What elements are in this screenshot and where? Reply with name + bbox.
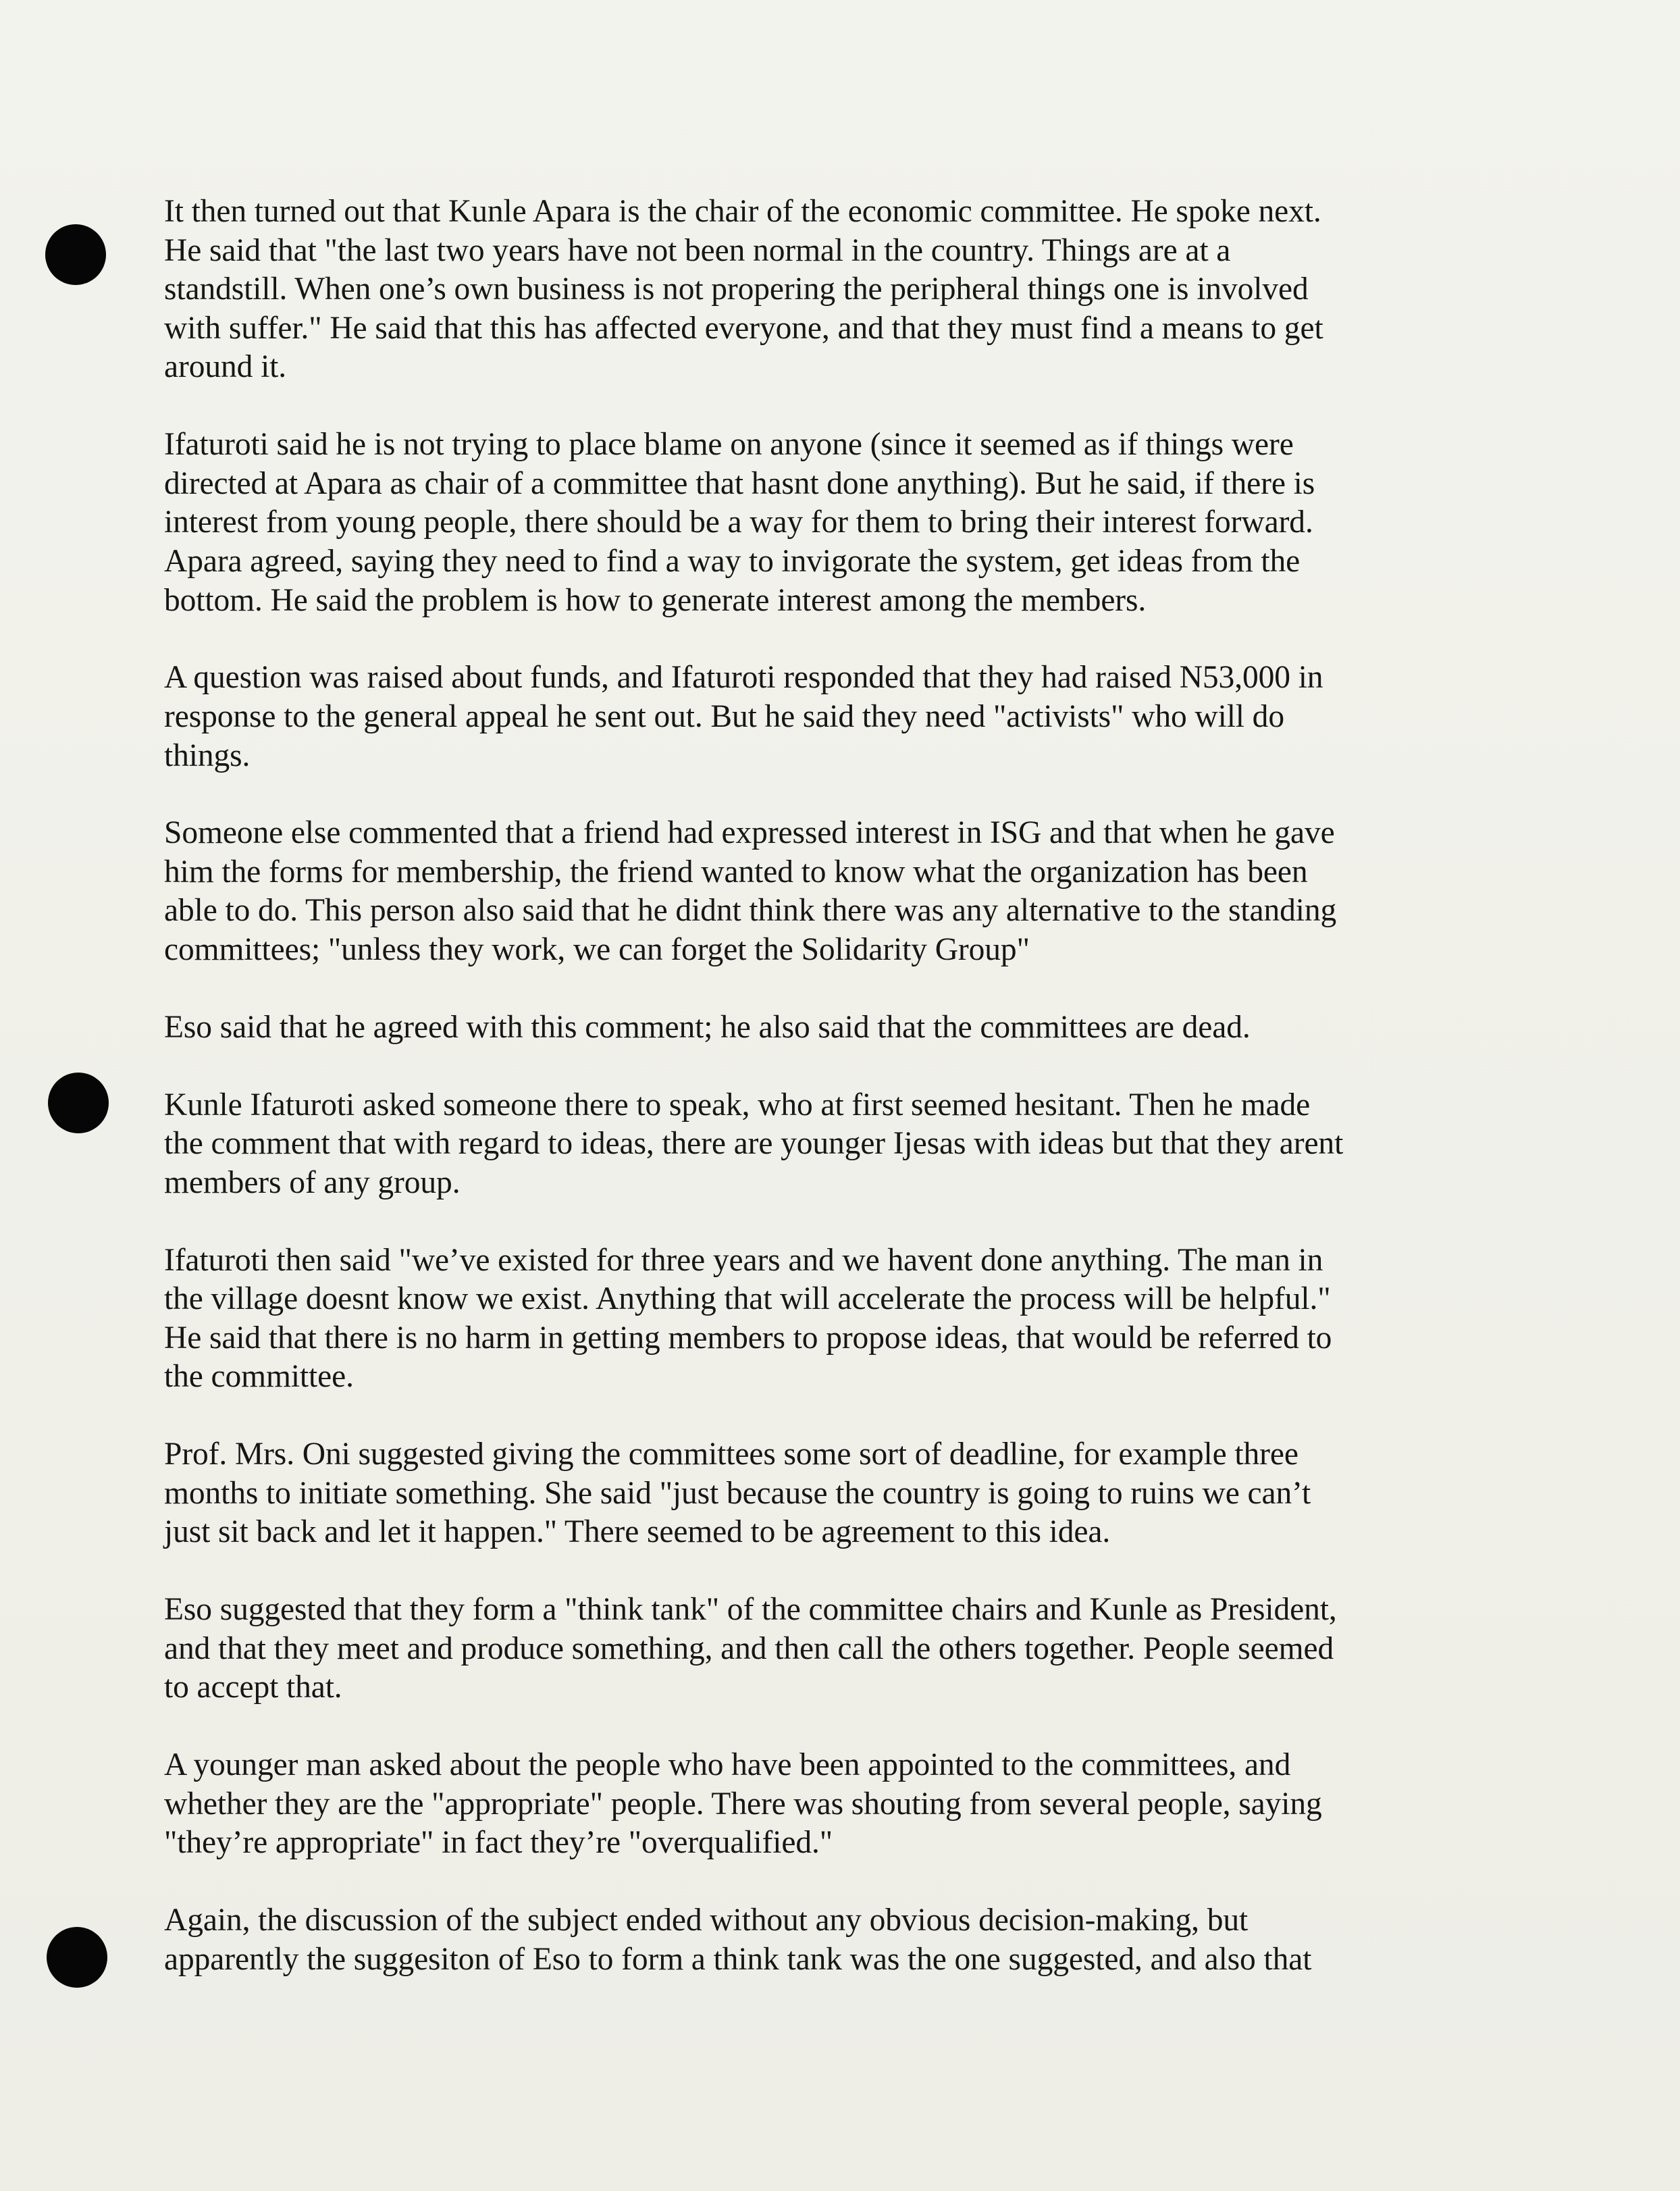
text-line: Prof. Mrs. Oni suggested giving the committees some sort of deadline, for example three xyxy=(164,1437,1298,1472)
text-line: Apara agreed, saying they need to find a way to invigorate the system, get ideas from the xyxy=(164,543,1301,579)
text-line: Ifaturoti then said "we’ve existed for three years and we havent done anything. The man in xyxy=(164,1242,1323,1278)
text-line: Someone else commented that a friend had expressed interest in ISG and that when he gave xyxy=(164,815,1335,851)
paragraph xyxy=(164,1591,1461,1707)
text-line: with suffer." He said that this has affected everyone, and that they must find a means to get xyxy=(164,310,1323,346)
text-line: He said that there is no harm in getting members to propose ideas, that would be referred to xyxy=(164,1320,1332,1356)
text-line: Kunle Ifaturoti asked someone there to speak, who at first seemed hesitant. Then he made xyxy=(164,1087,1311,1123)
paragraph xyxy=(164,1008,1461,1048)
paragraph xyxy=(164,1901,1461,1979)
text-line: A younger man asked about the people who have been appointed to the committees, and xyxy=(164,1747,1291,1783)
text-line: Eso said that he agreed with this comment; he also said that the committees are dead. xyxy=(164,1009,1251,1045)
text-line: to accept that. xyxy=(164,1670,342,1705)
paragraph xyxy=(164,1241,1461,1397)
paragraph xyxy=(164,1435,1461,1552)
paragraph xyxy=(164,1746,1461,1863)
text-line: Again, the discussion of the subject ended without any obvious decision-making, but xyxy=(164,1903,1249,1938)
text-line: him the forms for membership, the friend wanted to know what the organization has been xyxy=(164,854,1308,890)
text-line: members of any group. xyxy=(164,1164,461,1200)
text-line: directed at Apara as chair of a committee that hasnt done anything). But he said, if there is xyxy=(164,465,1315,501)
paragraph xyxy=(164,192,1461,387)
text-line: A question was raised about funds, and Ifaturoti responded that they had raised N53,000 in xyxy=(164,660,1323,696)
paragraph xyxy=(164,659,1461,775)
text-line: the committee. xyxy=(164,1359,354,1395)
text-line: things. xyxy=(164,738,251,773)
paragraph xyxy=(164,1086,1461,1203)
text-line: months to initiate something. She said "just because the country is going to ruins we can’t xyxy=(164,1475,1311,1511)
binder-hole xyxy=(45,224,106,285)
text-line: whether they are the "appropriate" people. There was shouting from several people, saying xyxy=(164,1786,1322,1822)
text-line: interest from young people, there should be a way for them to bring their interest forward. xyxy=(164,505,1313,540)
text-line: the village doesnt know we exist. Anything that will accelerate the process will be helpful." xyxy=(164,1281,1331,1317)
paragraph xyxy=(164,814,1461,969)
text-line: the comment that with regard to ideas, there are younger Ijesas with ideas but that they arent xyxy=(164,1126,1344,1162)
binder-hole xyxy=(48,1073,109,1133)
text-line: standstill. When one’s own business is not propering the peripheral things one is involved xyxy=(164,272,1309,307)
paragraph xyxy=(164,426,1461,620)
text-line: "they’re appropriate" in fact they’re "overqualified." xyxy=(164,1825,833,1861)
document-body xyxy=(164,192,1461,1979)
text-line: He said that "the last two years have not been normal in the country. Things are at a xyxy=(164,232,1231,268)
text-line: Ifaturoti said he is not trying to place blame on anyone (since it seemed as if things were xyxy=(164,427,1294,463)
text-line: apparently the suggesiton of Eso to form a think tank was the one suggested, and also that xyxy=(164,1941,1312,1977)
text-line: bottom. He said the problem is how to generate interest among the members. xyxy=(164,582,1147,618)
text-line: committees; "unless they work, we can forget the Solidarity Group" xyxy=(164,932,1030,968)
binder-hole xyxy=(47,1927,107,1988)
text-line: just sit back and let it happen." There seemed to be agreement to this idea. xyxy=(164,1514,1111,1550)
text-line: response to the general appeal he sent out. But he said they need "activists" who will do xyxy=(164,698,1284,734)
text-line: and that they meet and produce something, and then call the others together. People seemed xyxy=(164,1630,1334,1666)
text-line: It then turned out that Kunle Apara is the chair of the economic committee. He spoke next. xyxy=(164,194,1321,229)
text-line: able to do. This person also said that he didnt think there was any alternative to the standing xyxy=(164,893,1337,929)
text-line: Eso suggested that they form a "think tank" of the committee chairs and Kunle as President, xyxy=(164,1592,1337,1628)
text-line: around it. xyxy=(164,349,287,385)
